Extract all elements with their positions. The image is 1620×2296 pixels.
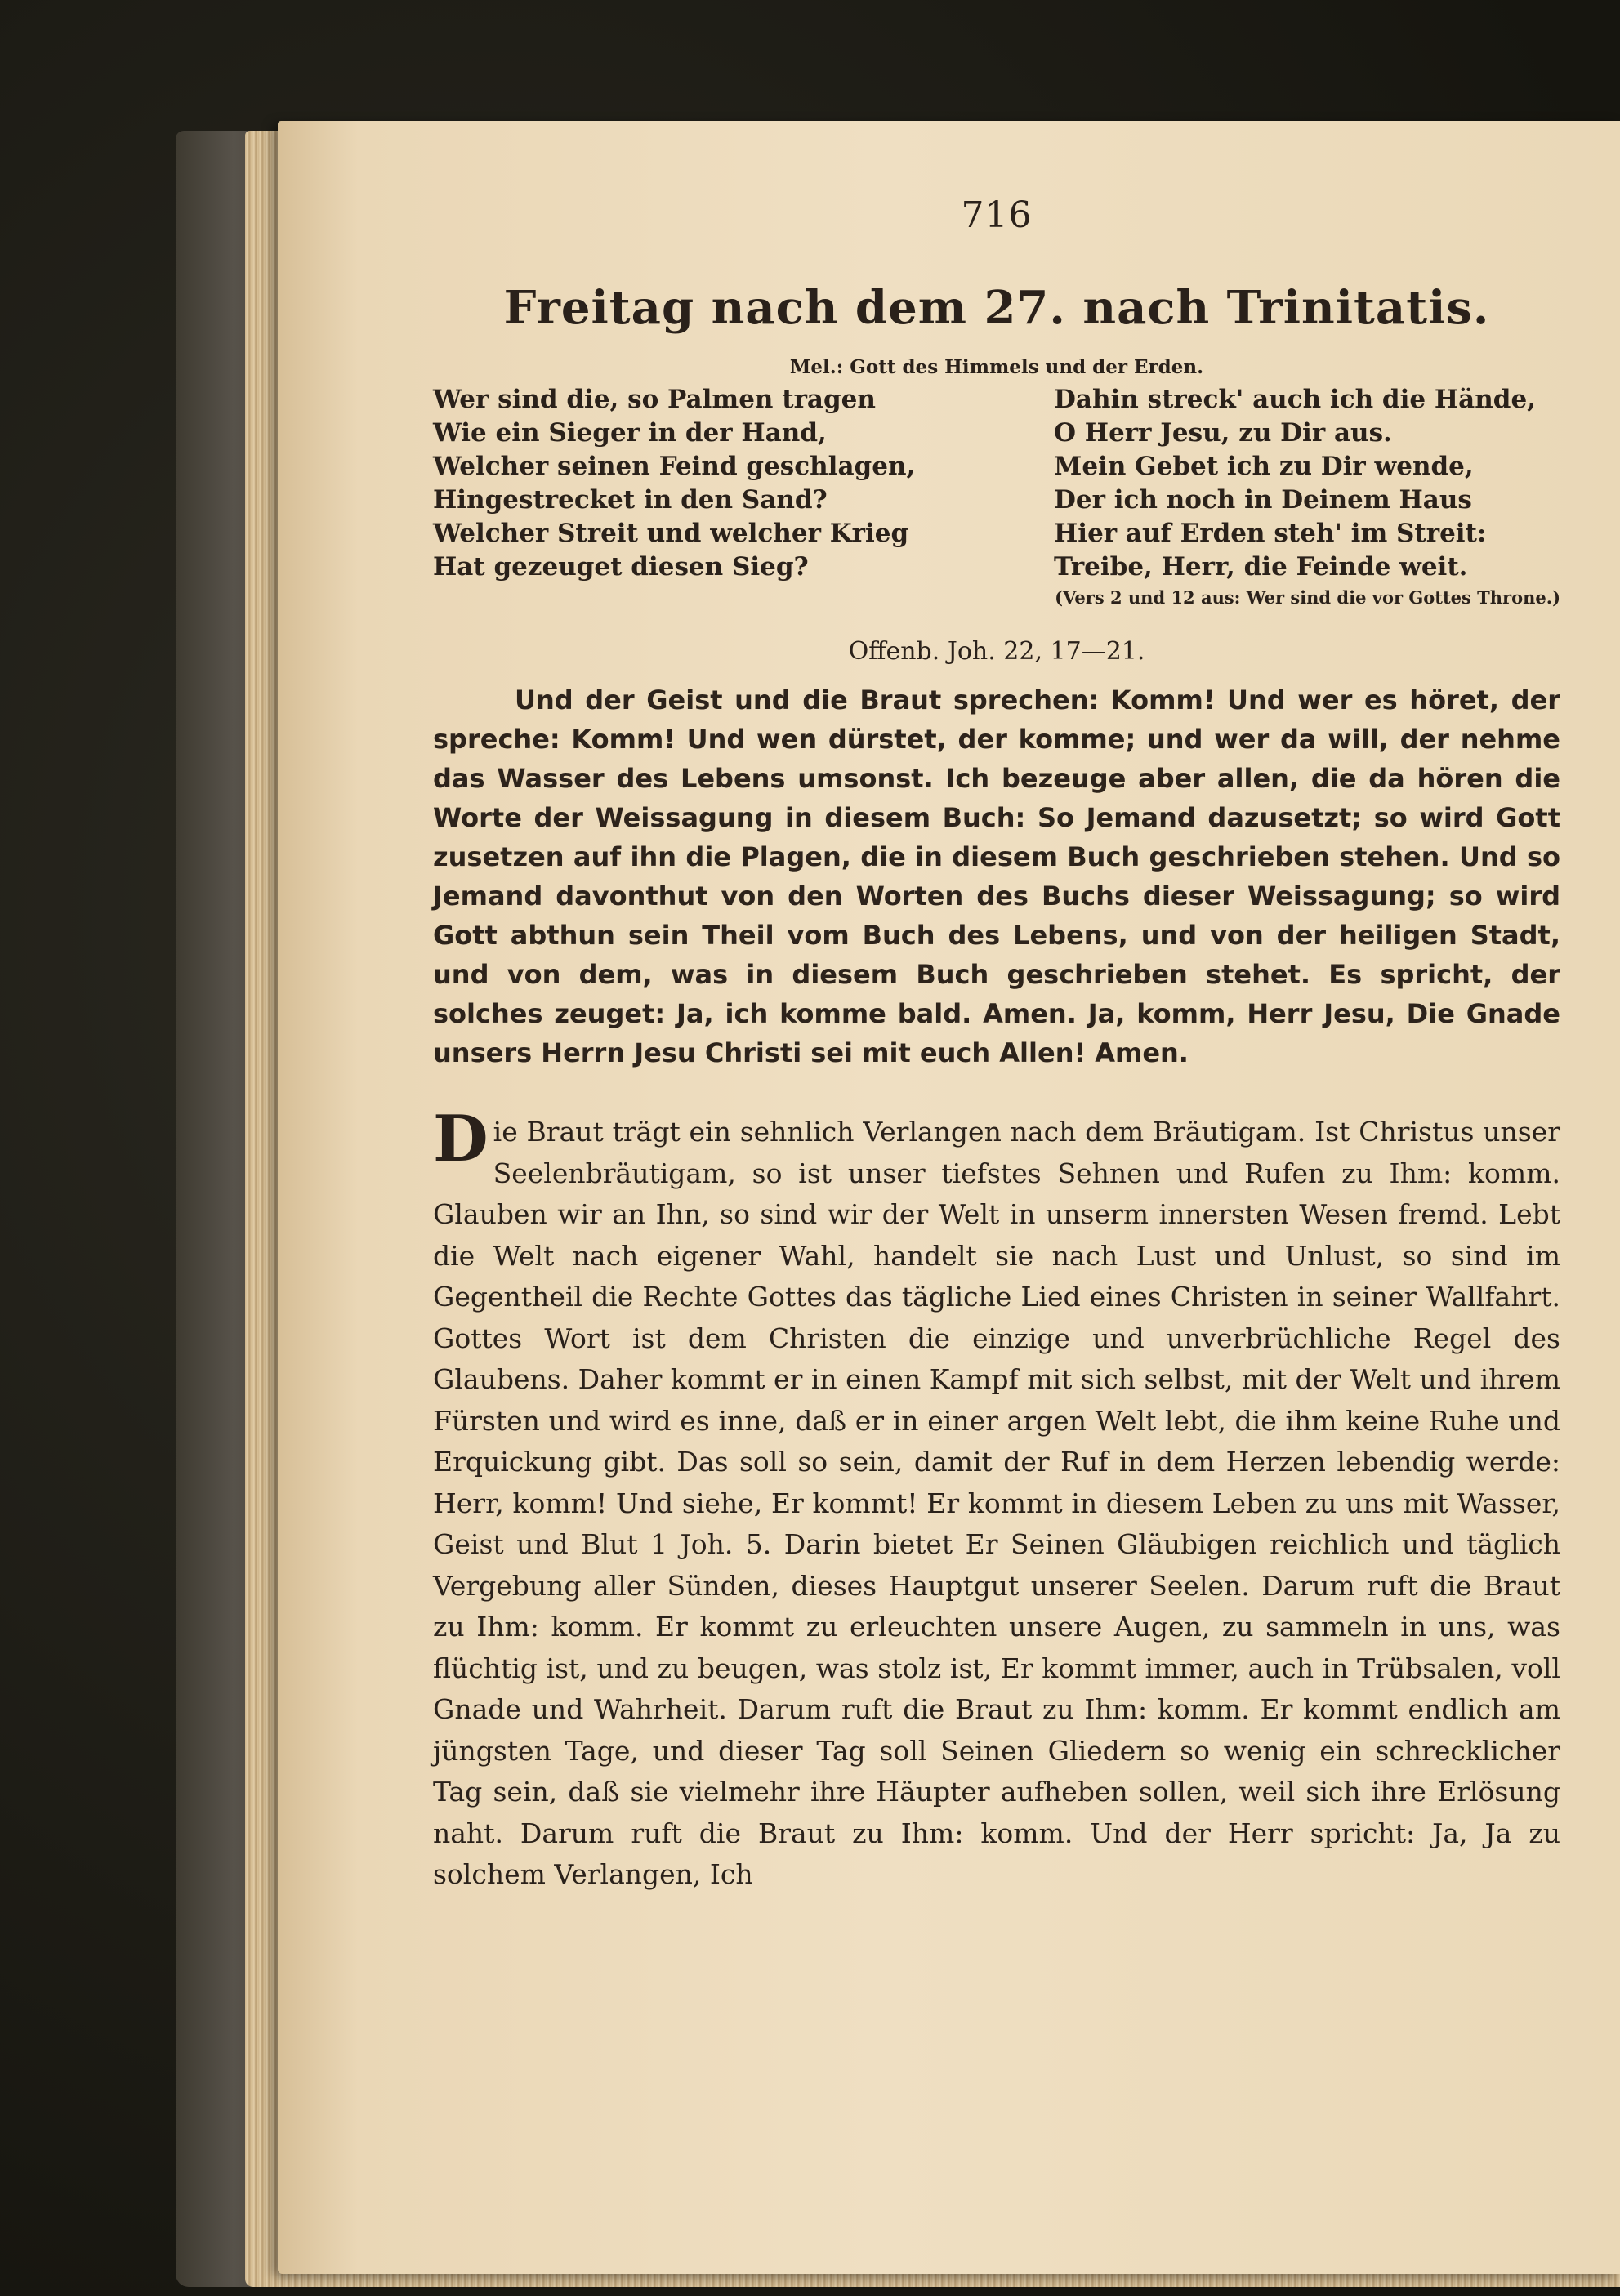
hymn-line: Welcher Streit und welcher Krieg xyxy=(433,519,909,548)
drop-cap: D xyxy=(433,1102,489,1176)
scripture-reference: Offenb. Joh. 22, 17—21. xyxy=(848,637,1145,666)
hymn-line: Mein Gebet ich zu Dir wende, xyxy=(1054,452,1474,481)
hymn-line: O Herr Jesu, zu Dir aus. xyxy=(1054,418,1392,448)
hymn-line: Welcher seinen Feind geschlagen, xyxy=(433,452,916,481)
hymn-line: Wie ein Sieger in der Hand, xyxy=(433,418,827,448)
page-number: 716 xyxy=(961,194,1033,236)
meditation-text xyxy=(433,1102,1560,1896)
hymn-line: Dahin streck' auch ich die Hände, xyxy=(1054,385,1536,414)
book-page xyxy=(278,121,1620,2274)
verse-note: (Vers 2 und 12 aus: Wer sind die vor Gottes Throne.) xyxy=(1055,587,1560,608)
meditation-body: ie Braut trägt ein sehnlich Verlangen nach dem Bräutigam. Ist Christus unser Seelenbräutigam, so ist unser tiefstes Sehnen und Rufen zu Ihm: komm. Glauben wir an Ihn, so sind wir der Welt in unserm innersten Wesen fremd. Lebt die Welt nach eigener Wahl, handelt sie nach Lust und Unlust, so sind im Gegentheil die Rechte Gottes das tägliche Lied eines Christen in seiner Wallfahrt. Gottes Wort ist dem Christen die einzige und unverbrüchliche Regel des Glaubens. Daher kommt er in einen Kampf mit sich selbst, mit der Welt und ihrem Fürsten und wird es inne, daß er in einer argen Welt lebt, die ihm keine Ruhe und Erquickung gibt. Das soll so sein, damit der Ruf in dem Herzen lebendig werde: Herr, komm! Und siehe, Er kommt! Er kommt in diesem Leben zu uns mit Wasser, Geist und Blut 1 Joh. 5. Darin bietet Er Seinen Gläubigen reichlich und täglich Vergebung aller Sünden, dieses Hauptgut unserer Seelen. Darum ruft die Braut zu Ihm: komm. Er kommt zu erleuchten unsere Augen, zu sammeln in uns, was flüchtig ist, und zu beugen, was stolz ist, Er kommt immer, auch in Trübsalen, voll Gnade und Wahrheit. Darum ruft die Braut zu Ihm: komm. Er kommt endlich am jüngsten Tage, und dieser Tag soll Seinen Gliedern so wenig ein schrecklicher Tag sein, daß sie vielmehr ihre Häupter aufheben sollen, weil sich ihre Erlösung naht. Darum ruft die Braut zu Ihm: komm. Und der Herr spricht: Ja, Ja zu solchem Verlangen, Ich xyxy=(433,1116,1560,1890)
hymn-line: Hat gezeuget diesen Sieg? xyxy=(433,552,809,582)
hymn-line: Hingestrecket in den Sand? xyxy=(433,485,828,515)
hymn-right-column xyxy=(1054,383,1560,584)
page-content xyxy=(433,194,1560,1896)
hymn-left-column xyxy=(433,383,956,584)
hymn-line: Wer sind die, so Palmen tragen xyxy=(433,385,876,414)
hymn-line: Treibe, Herr, die Feinde weit. xyxy=(1054,552,1468,582)
melody-line: Mel.: Gott des Himmels und der Erden. xyxy=(789,356,1204,378)
scripture-text: Und der Geist und die Braut sprechen: Komm! Und wer es höret, der spreche: Komm! Und wen dürstet, der komme; und wer da will, der nehme das Wasser des Lebens umsonst. Ich bezeuge aber allen, die da hören die Worte der Weissagung in diesem Buch: So Jemand dazusetzt; so wird Gott zusetzen auf ihn die Plagen, die in diesem Buch geschrieben stehen. Und so Jemand davonthut von den Worten des Buchs dieser Weissagung; so wird Gott abthun sein Theil vom Buch des Lebens, und von der heiligen Stadt, und von dem, was in diesem Buch geschrieben stehet. Es spricht, der solches zeuget: Ja, ich komme bald. Amen. Ja, komm, Herr Jesu, Die Gnade unsers Herrn Jesu Christi sei mit euch Allen! Amen. xyxy=(433,684,1560,1068)
hymn-line: Hier auf Erden steh' im Streit: xyxy=(1054,519,1487,548)
hymn-verses xyxy=(433,383,1560,584)
page-title: Freitag nach dem 27. nach Trinitatis. xyxy=(503,281,1490,335)
hymn-line: Der ich noch in Deinem Haus xyxy=(1054,485,1472,515)
